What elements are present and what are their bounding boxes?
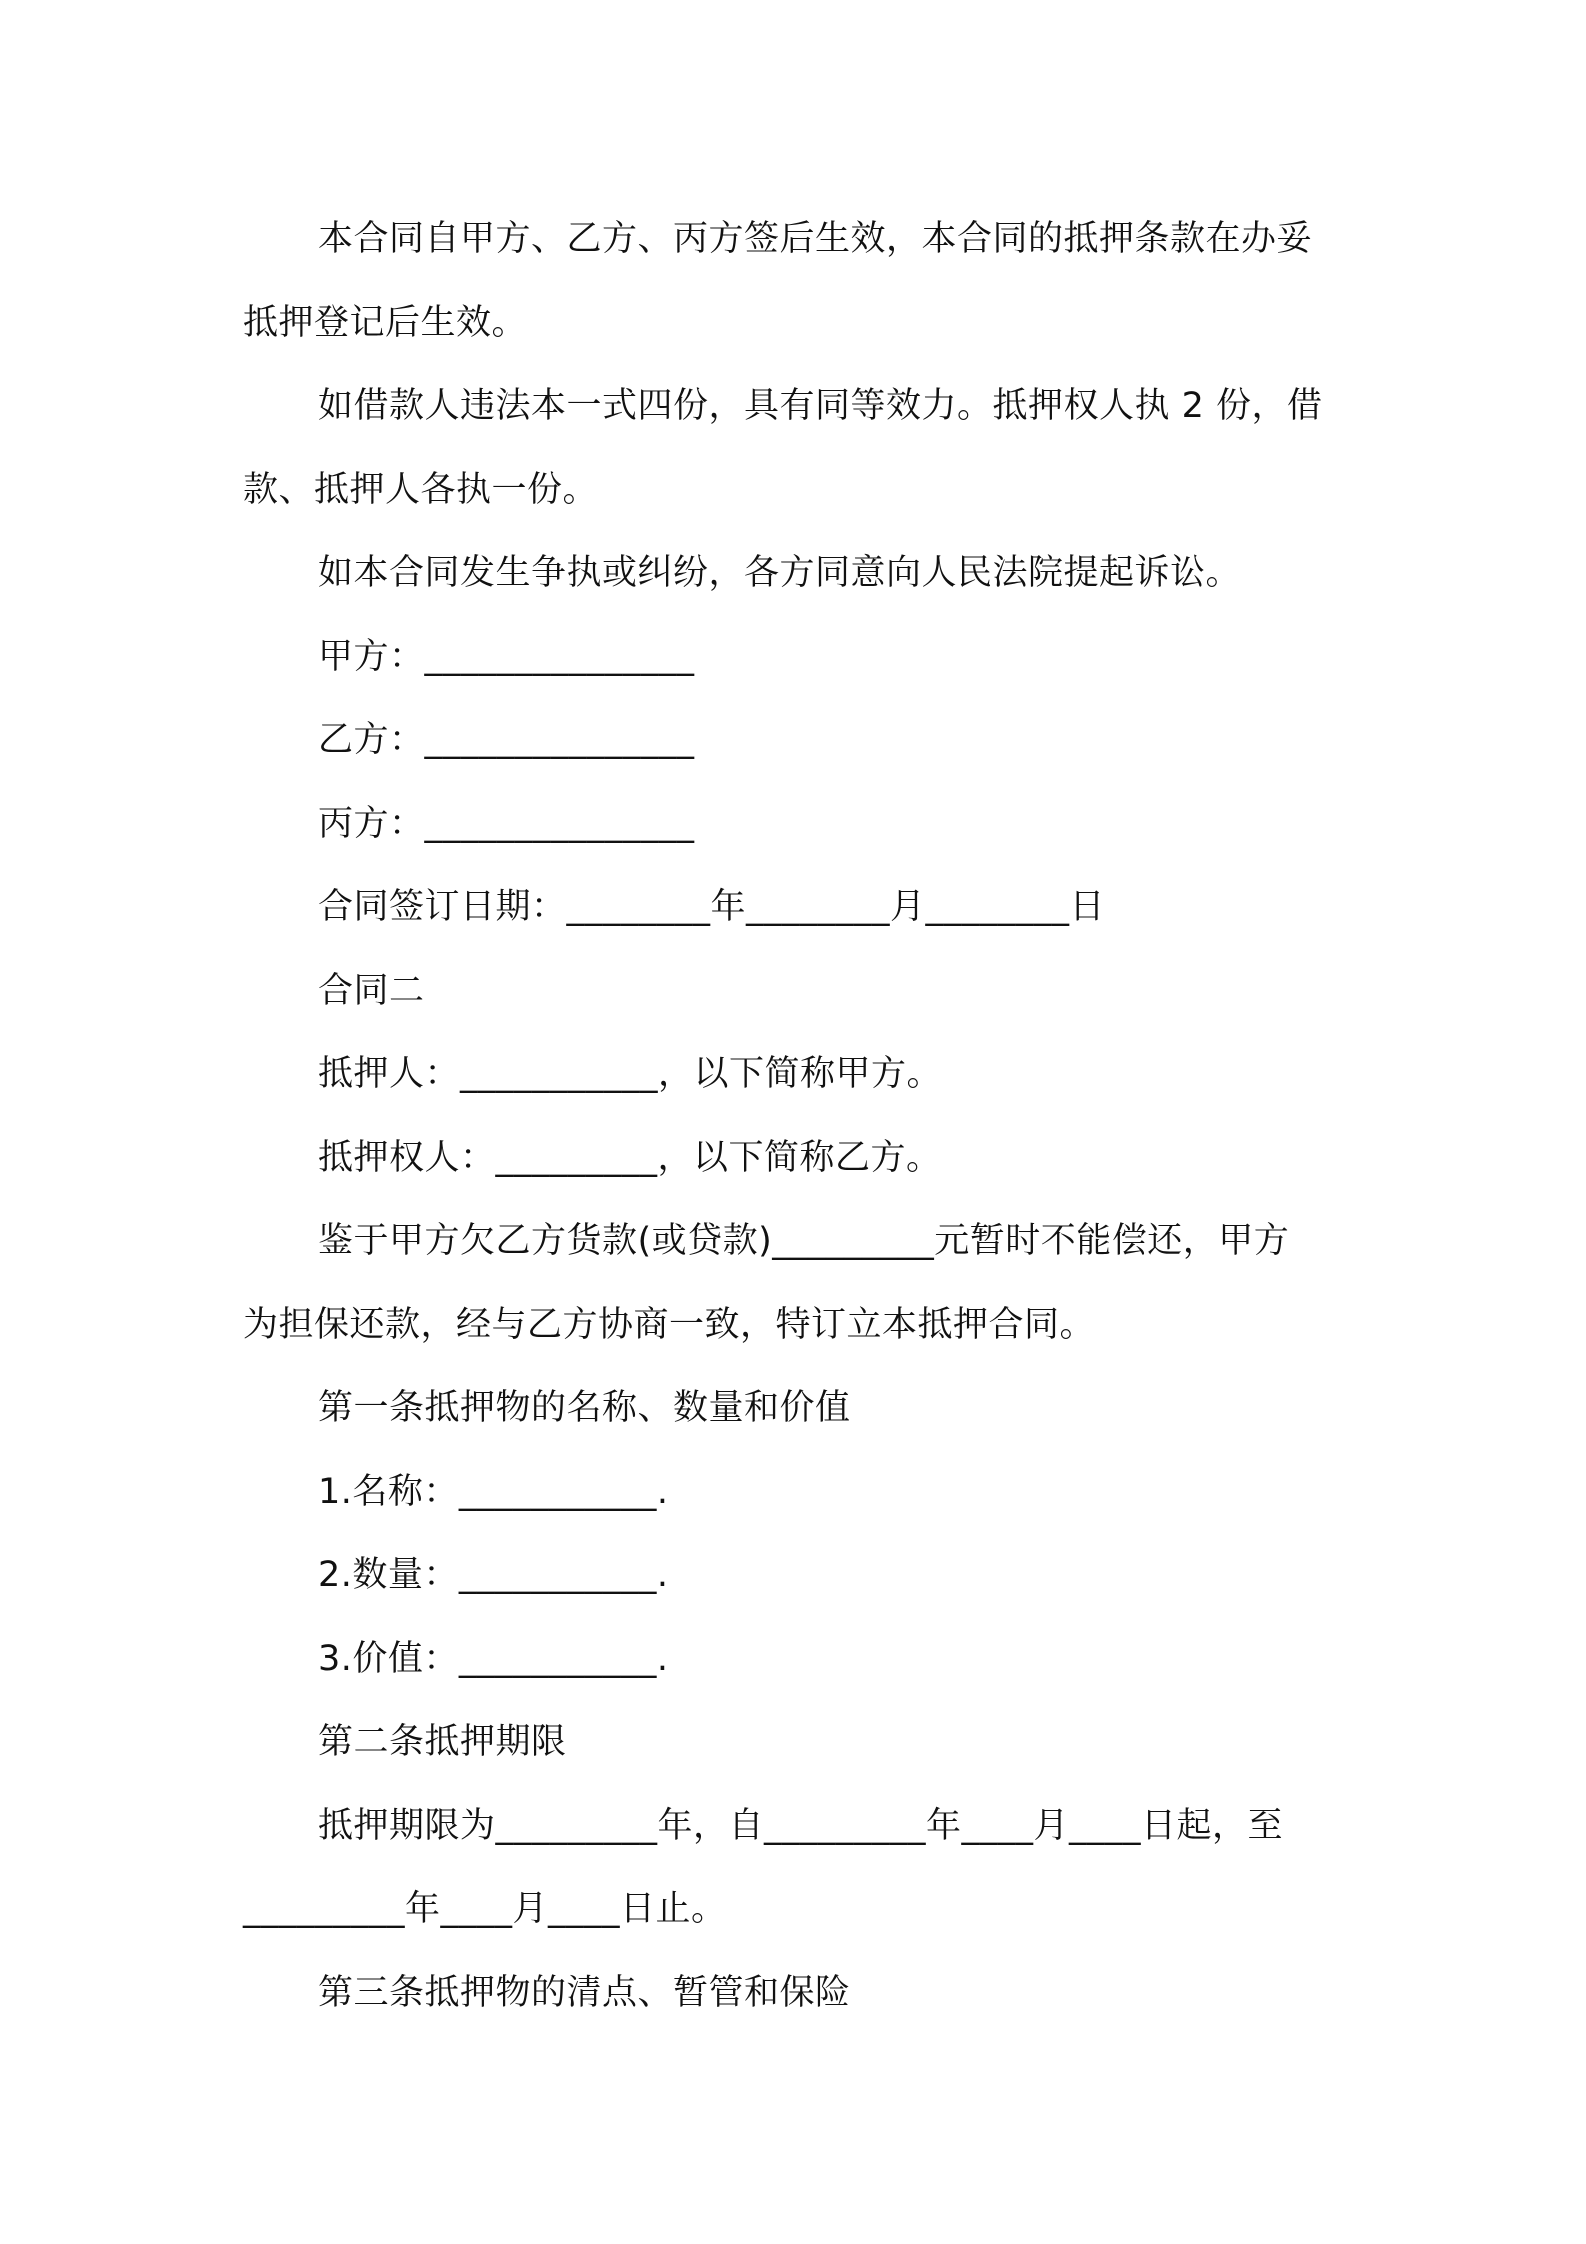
document-body [243, 198, 1357, 2035]
paragraph-copies-line-1: 如借款人违法本一式四份，具有同等效力。抵押权人执 2 份，借 [318, 386, 1323, 426]
signature-party-c: 丙方：_______________ [318, 803, 695, 844]
paragraph-effective-line-1: 本合同自甲方、乙方、丙方签后生效，本合同的抵押条款在办妥 [318, 219, 1313, 259]
paragraph-effective-line-2: 抵押登记后生效。 [243, 302, 528, 343]
signature-party-a: 甲方：_______________ [318, 636, 695, 677]
paragraph-recital-line-2: 为担保还款，经与乙方协商一致，特订立本抵押合同。 [243, 1304, 1096, 1345]
item-name-field: 1.名称：___________. [318, 1471, 669, 1512]
paragraph-term-line-1: 抵押期限为_________年，自_________年____月____日起，至 [318, 1805, 1284, 1846]
item-value-field: 3.价值：___________. [318, 1638, 669, 1679]
article-two-heading: 第二条抵押期限 [318, 1722, 567, 1762]
section-title-contract-two: 合同二 [318, 970, 425, 1011]
contract-sign-date: 合同签订日期：________年________月________日 [318, 887, 1106, 927]
signature-party-b: 乙方：_______________ [318, 720, 695, 760]
item-quantity-field: 2.数量：___________. [318, 1555, 669, 1595]
article-three-heading: 第三条抵押物的清点、暂管和保险 [318, 1972, 851, 2013]
mortgagee-field: 抵押权人：_________，以下简称乙方。 [318, 1137, 942, 1178]
paragraph-copies-line-2: 款、抵押人各执一份。 [243, 469, 599, 510]
article-one-heading: 第一条抵押物的名称、数量和价值 [318, 1388, 851, 1428]
paragraph-dispute: 如本合同发生争执或纠纷，各方同意向人民法院提起诉讼。 [318, 553, 1242, 593]
paragraph-term-line-2: _________年____月____日止。 [243, 1889, 727, 1929]
paragraph-recital-line-1: 鉴于甲方欠乙方货款(或贷款)_________元暂时不能偿还，甲方 [318, 1221, 1290, 1261]
mortgagor-field: 抵押人：___________，以下简称甲方。 [318, 1054, 943, 1094]
